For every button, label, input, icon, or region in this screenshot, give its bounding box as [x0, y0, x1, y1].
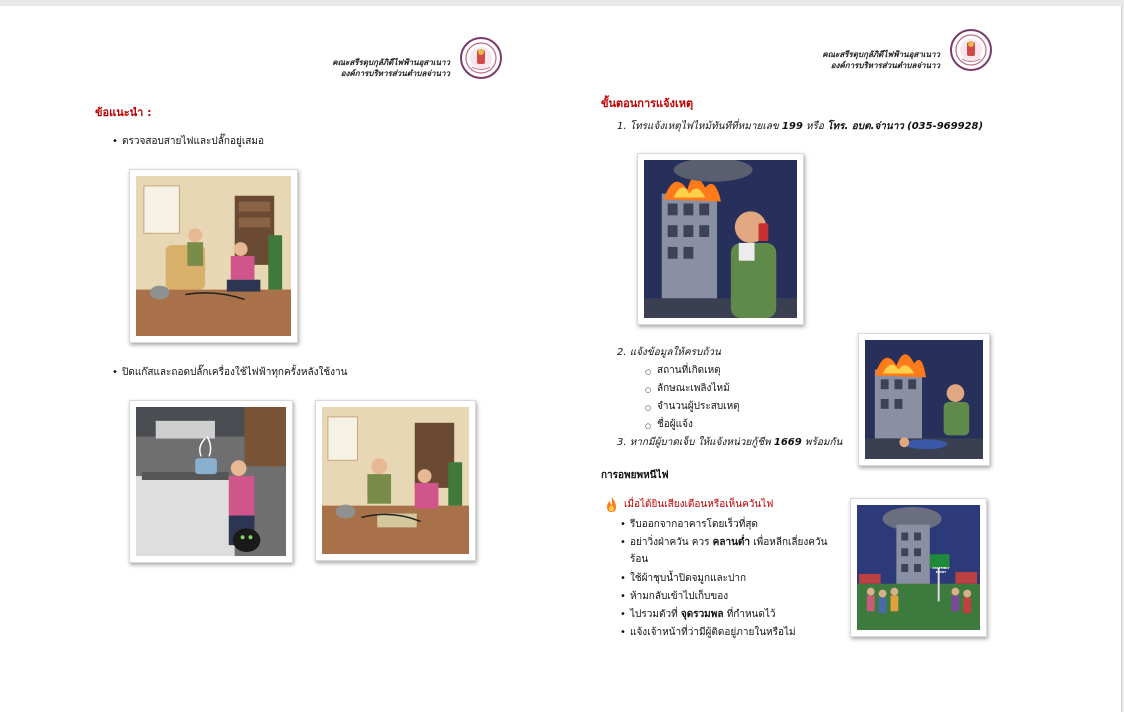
step-1 — [617, 120, 983, 134]
photo-assembly-point — [850, 498, 987, 637]
evac-item-crawl-tail: เพื่อหลีกเลี่ยงควัน — [753, 537, 828, 548]
tip-bullet-2: • ปิดแก๊สและถอดปลั๊กเครื่องใช้ไฟฟ้าทุกครั้งหลังใช้งาน — [122, 366, 348, 380]
tip-bullet-1: • ตรวจสอบสายไฟและปลั๊กอยู่เสมอ — [122, 135, 264, 149]
assembly-sign: ASSEMBLY POINT — [932, 566, 950, 574]
evac-item-leave: • รีบออกจากอาคารโดยเร็วที่สุด — [630, 518, 758, 532]
step-1-or: หรือ — [805, 121, 824, 132]
evac-item-assembly-bold: จุดรวมพล — [680, 609, 724, 620]
photo-unplugging — [315, 400, 476, 561]
right-org-header — [790, 49, 940, 71]
step-3-number: 1669 — [773, 437, 802, 448]
flame-icon — [605, 497, 618, 513]
emblem-seal-icon — [950, 29, 992, 71]
left-org-line2: องค์การบริหารส่วนตำบลจ่านาว — [340, 69, 450, 78]
photo-checking-cords — [129, 169, 298, 343]
alarm-heading: เมื่อได้ยินเสียงเตือนหรือเห็นควันไฟ — [624, 499, 774, 510]
photo-turning-off-gas — [129, 400, 293, 563]
photo-man-calling-fire — [637, 153, 804, 325]
step-1-number: 199 — [781, 121, 803, 132]
step-1-org: โทร. อบต.จ่านาว — [827, 121, 904, 132]
evacuation-heading: การอพยพหนีไฟ — [601, 470, 669, 481]
evac-item-report: • แจ้งเจ้าหน้าที่ว่ามีผู้ติดอยู่ภายในหรือไม่ — [630, 626, 796, 640]
step-1-phone: (035-969928) — [907, 121, 984, 132]
step-2-item-location: ○ สถานที่เกิดเหตุ — [657, 364, 721, 378]
emblem-seal-icon — [460, 37, 502, 79]
evac-item-crawl — [630, 536, 827, 550]
right-org-line2: องค์การบริหารส่วนตำบลจ่านาว — [830, 61, 940, 70]
evac-item-assembly-tail: ที่กำหนดไว้ — [726, 609, 776, 620]
step-2-item-fire-type: ○ ลักษณะเพลิงไหม้ — [657, 382, 730, 396]
evac-item-crawl-text: อย่าวิ่งฝ่าควัน ควร — [630, 537, 710, 548]
photo-injured-person — [858, 333, 990, 466]
document-sheet — [0, 6, 1122, 712]
step-3-text: 3. หากมีผู้บาดเจ็บ ให้แจ้งหน่วยกู้ชีพ — [617, 437, 771, 448]
left-org-header — [300, 57, 450, 79]
evac-item-assembly-text: ไปรวมตัวที่ — [630, 609, 678, 620]
evac-item-crawl-bold: คลานต่ำ — [712, 537, 751, 548]
step-3-suffix: พร้อมกัน — [804, 437, 843, 448]
right-heading: ขั้นตอนการแจ้งเหตุ — [601, 97, 694, 110]
step-3 — [617, 436, 842, 450]
evac-item-crawl-wrap: ร้อน — [630, 554, 649, 565]
left-org-line1: คณะสรีรดุบกุลัภิดีไฟฟ้านอุสาเนาว — [332, 58, 450, 67]
step-2: 2. แจ้งข้อมูลให้ครบถ้วน — [617, 347, 721, 358]
left-heading: ข้อแนะนำ : — [95, 106, 152, 119]
step-1-text: 1. โทรแจ้งเหตุไฟไหม้ทันทีที่หมายเลข — [617, 121, 779, 132]
evac-item-cloth: • ใช้ผ้าชุบน้ำปิดจมูกและปาก — [630, 572, 746, 586]
step-2-item-reporter: ○ ชื่อผู้แจ้ง — [657, 418, 693, 432]
step-2-item-victims: ○ จำนวนผู้ประสบเหตุ — [657, 400, 740, 414]
evac-item-assembly — [630, 608, 776, 622]
right-org-line1: คณะสรีรดุบกุลัภิดีไฟฟ้านอุสาเนาว — [822, 50, 940, 59]
evac-item-no-return: • ห้ามกลับเข้าไปเก็บของ — [630, 590, 728, 604]
